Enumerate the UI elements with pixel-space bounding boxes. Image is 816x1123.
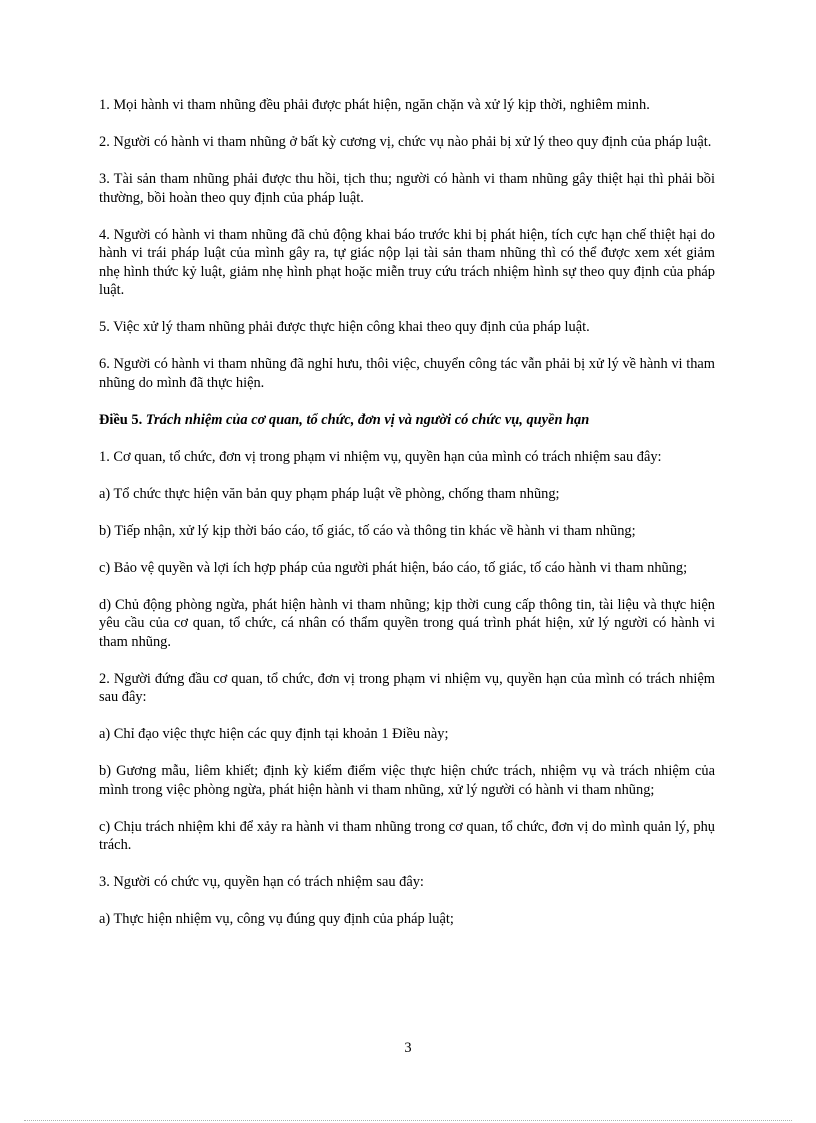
paragraph: c) Chịu trách nhiệm khi để xảy ra hành vi tham nhũng trong cơ quan, tổ chức, đơn vị do mình quản lý, phụ trách. (99, 818, 715, 853)
paragraph: c) Bảo vệ quyền và lợi ích hợp pháp của người phát hiện, báo cáo, tố giác, tố cáo hành vi tham nhũng; (99, 559, 688, 576)
paragraph: 2. Người đứng đầu cơ quan, tổ chức, đơn vị trong phạm vi nhiệm vụ, quyền hạn của mình có trách nhiệm sau đây: (99, 670, 715, 705)
paragraph: a) Chỉ đạo việc thực hiện các quy định tại khoản 1 Điều này; (99, 726, 449, 742)
article-title: Trách nhiệm của cơ quan, tổ chức, đơn vị và người có chức vụ, quyền hạn (145, 411, 590, 428)
page-bottom-border (24, 1120, 792, 1121)
article-number: Điều 5. (99, 411, 143, 428)
page-body (99, 96, 715, 947)
article-heading (99, 411, 715, 430)
paragraph: a) Thực hiện nhiệm vụ, công vụ đúng quy định của pháp luật; (99, 911, 454, 927)
paragraph: 3. Tài sản tham nhũng phải được thu hồi, tịch thu; người có hành vi tham nhũng gây thiệt hại thì phải bồi thường, bồi hoàn theo quy định của pháp luật. (99, 171, 715, 206)
paragraph: 2. Người có hành vi tham nhũng ở bất kỳ cương vị, chức vụ nào phải bị xử lý theo quy định của pháp luật. (99, 134, 712, 150)
paragraph: 1. Cơ quan, tổ chức, đơn vị trong phạm vi nhiệm vụ, quyền hạn của mình có trách nhiệm sau đây: (99, 448, 662, 465)
page-number: 3 (404, 1040, 412, 1056)
paragraph: 4. Người có hành vi tham nhũng đã chủ động khai báo trước khi bị phát hiện, tích cực hạn chế thiệt hại do hành vi trái pháp luật của mình gây ra, tự giác nộp lại tài sản tham nhũng thì có thể được xem xét giảm nhẹ hình thức kỷ luật, giảm nhẹ hình phạt hoặc miễn truy cứu trách nhiệm hình sự theo quy định của pháp luật. (99, 226, 715, 298)
paragraph: b) Gương mẫu, liêm khiết; định kỳ kiểm điểm việc thực hiện chức trách, nhiệm vụ và trách nhiệm của mình trong việc phòng ngừa, phát hiện hành vi tham nhũng, xử lý người có hành vi tham nhũng; (99, 763, 715, 798)
paragraph: 6. Người có hành vi tham nhũng đã nghỉ hưu, thôi việc, chuyển công tác vẫn phải bị xử lý về hành vi tham nhũng do mình đã thực hiện. (99, 356, 715, 391)
paragraph: a) Tổ chức thực hiện văn bản quy phạm pháp luật về phòng, chống tham nhũng; (99, 485, 560, 502)
paragraph: 5. Việc xử lý tham nhũng phải được thực hiện công khai theo quy định của pháp luật. (99, 319, 590, 335)
paragraph: d) Chủ động phòng ngừa, phát hiện hành vi tham nhũng; kịp thời cung cấp thông tin, tài liệu và thực hiện yêu cầu của cơ quan, tổ chức, cá nhân có thẩm quyền trong quá trình phát hiện, xử lý người có hành vi tham nhũng. (99, 596, 715, 650)
paragraph: 1. Mọi hành vi tham nhũng đều phải được phát hiện, ngăn chặn và xử lý kịp thời, nghiêm minh. (99, 97, 650, 113)
paragraph: b) Tiếp nhận, xử lý kịp thời báo cáo, tố giác, tố cáo và thông tin khác về hành vi tham nhũng; (99, 522, 636, 539)
paragraph: 3. Người có chức vụ, quyền hạn có trách nhiệm sau đây: (99, 874, 424, 890)
